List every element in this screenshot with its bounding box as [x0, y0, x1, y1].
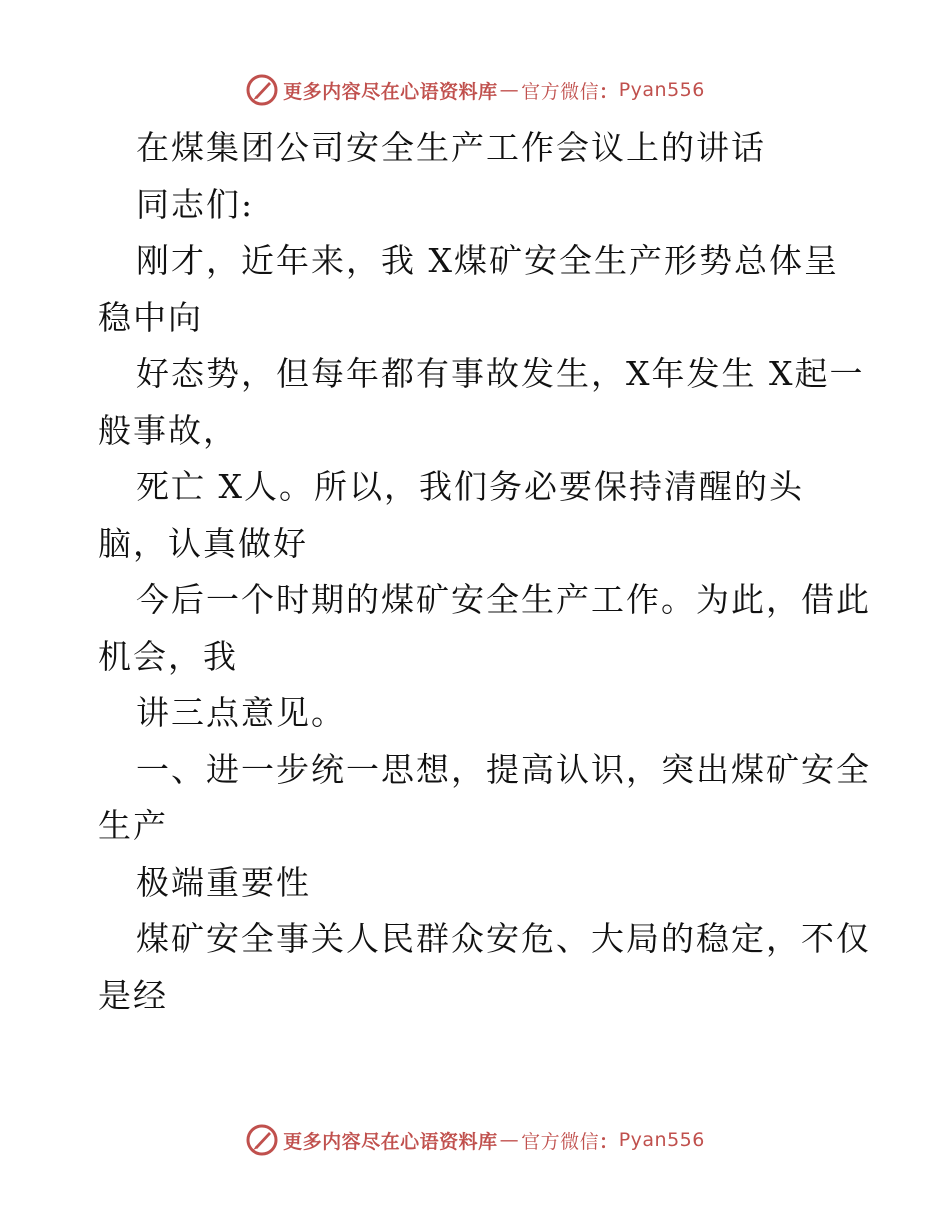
watermark-dash: — [499, 1129, 520, 1151]
text-line: 脑，认真做好 [98, 523, 308, 563]
document-body [98, 120, 871, 1024]
watermark-id: Pyan556 [618, 1129, 705, 1151]
section-heading-continued: 生产 [98, 806, 168, 845]
section-heading-continued: 极端重要性 [136, 862, 311, 902]
watermark-brand: 更多内容尽在心语资料库 [283, 80, 498, 103]
text-line: 死亡 X人。所以，我们务必要保持清醒的头 [136, 467, 804, 506]
text-line: 刚才，近年来，我 X煤矿安全生产形势总体呈 [136, 241, 839, 280]
quill-pen-icon [245, 1123, 279, 1157]
watermark-brand: 更多内容尽在心语资料库 [283, 1130, 498, 1153]
watermark-label: 官方微信 [521, 1130, 600, 1153]
footer-watermark [0, 1120, 950, 1160]
salutation: 同志们: [136, 184, 255, 224]
text-line: 煤矿安全事关人民群众安危、大局的稳定，不仅 [136, 919, 871, 958]
text-line: 机会，我 [98, 636, 238, 676]
header-watermark [0, 70, 950, 110]
watermark-dash: — [499, 79, 520, 101]
watermark-separator: ： [599, 1130, 619, 1153]
quill-pen-icon [245, 73, 279, 107]
text-line: 好态势，但每年都有事故发生，X年发生 X起一 [136, 354, 865, 393]
text-line: 是经 [98, 975, 168, 1015]
watermark-separator: ： [599, 80, 619, 103]
document-title: 在煤集团公司安全生产工作会议上的讲话 [136, 128, 766, 167]
text-line: 稳中向 [98, 297, 203, 337]
watermark-id: Pyan556 [618, 79, 705, 101]
text-line: 讲三点意见。 [136, 693, 346, 732]
text-line: 今后一个时期的煤矿安全生产工作。为此，借此 [136, 580, 871, 619]
watermark-label: 官方微信 [521, 80, 600, 103]
text-line: 般事故， [98, 410, 238, 450]
section-heading: 一、进一步统一思想，提高认识，突出煤矿安全 [136, 749, 871, 789]
